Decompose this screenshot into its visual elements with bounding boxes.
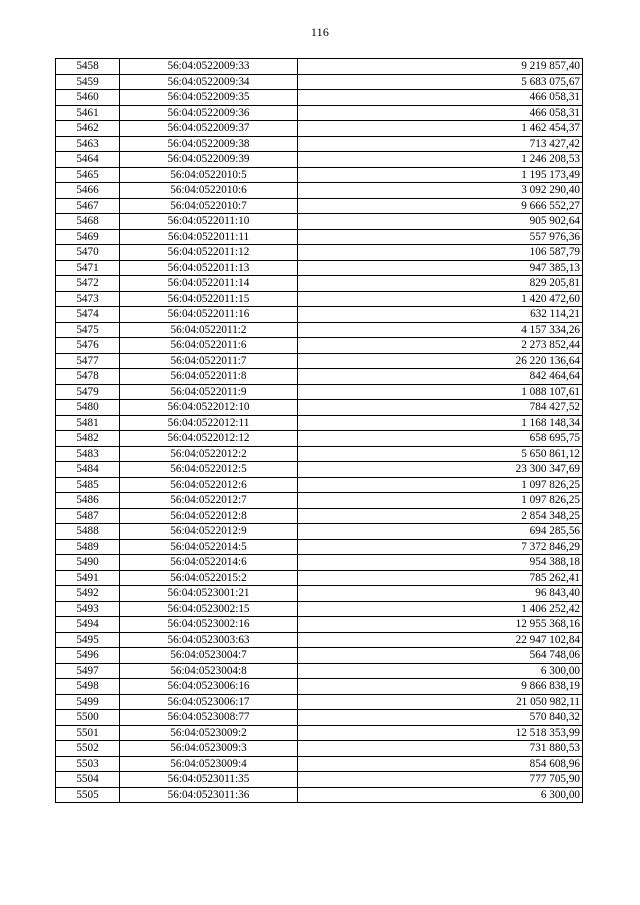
table-row [56, 198, 583, 214]
cadastral-number-cell: 56:04:0523002:16 [120, 617, 298, 633]
cadastral-value-cell: 731 880,53 [298, 741, 583, 757]
cadastral-value-cell: 12 518 353,99 [298, 725, 583, 741]
cadastral-value-cell: 5 683 075,67 [298, 74, 583, 90]
table-row [56, 539, 583, 555]
cadastral-value-cell: 1 406 252,42 [298, 601, 583, 617]
row-number-cell: 5490 [56, 555, 120, 571]
row-number-cell: 5483 [56, 446, 120, 462]
row-number-cell: 5500 [56, 710, 120, 726]
row-number-cell: 5474 [56, 307, 120, 323]
table-row [56, 291, 583, 307]
row-number-cell: 5498 [56, 679, 120, 695]
cadastral-number-cell: 56:04:0522011:12 [120, 245, 298, 261]
cadastral-number-cell: 56:04:0522011:7 [120, 353, 298, 369]
cadastral-number-cell: 56:04:0522009:38 [120, 136, 298, 152]
cadastral-value-cell: 6 300,00 [298, 787, 583, 803]
cadastral-number-cell: 56:04:0522014:5 [120, 539, 298, 555]
cadastral-value-cell: 564 748,06 [298, 648, 583, 664]
row-number-cell: 5480 [56, 400, 120, 416]
row-number-cell: 5487 [56, 508, 120, 524]
cadastral-value-cell: 1 246 208,53 [298, 152, 583, 168]
cadastral-value-cell: 5 650 861,12 [298, 446, 583, 462]
cadastral-value-cell: 1 420 472,60 [298, 291, 583, 307]
cadastral-number-cell: 56:04:0522011:13 [120, 260, 298, 276]
cadastral-value-cell: 694 285,56 [298, 524, 583, 540]
cadastral-value-cell: 12 955 368,16 [298, 617, 583, 633]
row-number-cell: 5463 [56, 136, 120, 152]
cadastral-value-cell: 96 843,40 [298, 586, 583, 602]
cadastral-number-cell: 56:04:0522009:35 [120, 90, 298, 106]
cadastral-value-cell: 1 462 454,37 [298, 121, 583, 137]
row-number-cell: 5460 [56, 90, 120, 106]
cadastral-number-cell: 56:04:0522011:15 [120, 291, 298, 307]
table-row [56, 601, 583, 617]
table-row [56, 632, 583, 648]
table-row [56, 772, 583, 788]
cadastral-value-cell: 2 854 348,25 [298, 508, 583, 524]
cadastral-number-cell: 56:04:0523009:4 [120, 756, 298, 772]
table-row [56, 648, 583, 664]
table-row [56, 756, 583, 772]
row-number-cell: 5465 [56, 167, 120, 183]
cadastral-number-cell: 56:04:0522010:6 [120, 183, 298, 199]
cadastral-number-cell: 56:04:0522012:2 [120, 446, 298, 462]
cadastral-number-cell: 56:04:0523001:21 [120, 586, 298, 602]
cadastral-value-cell: 2 273 852,44 [298, 338, 583, 354]
cadastral-value-cell: 466 058,31 [298, 90, 583, 106]
row-number-cell: 5464 [56, 152, 120, 168]
table-row [56, 384, 583, 400]
cadastral-value-cell: 9 219 857,40 [298, 59, 583, 75]
table-row [56, 353, 583, 369]
table-row [56, 710, 583, 726]
cadastral-value-cell: 632 114,21 [298, 307, 583, 323]
cadastral-value-cell: 106 587,79 [298, 245, 583, 261]
cadastral-value-cell: 829 205,81 [298, 276, 583, 292]
cadastral-number-cell: 56:04:0522012:11 [120, 415, 298, 431]
table-row [56, 214, 583, 230]
cadastral-number-cell: 56:04:0522011:6 [120, 338, 298, 354]
cadastral-number-cell: 56:04:0523002:15 [120, 601, 298, 617]
table-row [56, 105, 583, 121]
table-row [56, 477, 583, 493]
cadastral-value-cell: 22 947 102,84 [298, 632, 583, 648]
cadastral-value-cell: 1 195 173,49 [298, 167, 583, 183]
table-row [56, 694, 583, 710]
cadastral-value-cell: 777 705,90 [298, 772, 583, 788]
cadastral-number-cell: 56:04:0523009:2 [120, 725, 298, 741]
row-number-cell: 5491 [56, 570, 120, 586]
cadastral-number-cell: 56:04:0522011:10 [120, 214, 298, 230]
row-number-cell: 5470 [56, 245, 120, 261]
cadastral-value-cell: 1 097 826,25 [298, 493, 583, 509]
cadastral-number-cell: 56:04:0522012:5 [120, 462, 298, 478]
cadastral-number-cell: 56:04:0522015:2 [120, 570, 298, 586]
cadastral-value-table [55, 58, 583, 803]
row-number-cell: 5484 [56, 462, 120, 478]
table-body [56, 59, 583, 803]
cadastral-number-cell: 56:04:0523004:7 [120, 648, 298, 664]
cadastral-number-cell: 56:04:0523009:3 [120, 741, 298, 757]
cadastral-number-cell: 56:04:0522009:33 [120, 59, 298, 75]
row-number-cell: 5482 [56, 431, 120, 447]
table-row [56, 74, 583, 90]
row-number-cell: 5476 [56, 338, 120, 354]
row-number-cell: 5473 [56, 291, 120, 307]
table-row [56, 229, 583, 245]
table-row [56, 555, 583, 571]
cadastral-value-cell: 954 388,18 [298, 555, 583, 571]
row-number-cell: 5489 [56, 539, 120, 555]
cadastral-value-cell: 1 097 826,25 [298, 477, 583, 493]
cadastral-number-cell: 56:04:0522009:36 [120, 105, 298, 121]
table-row [56, 136, 583, 152]
table-row [56, 152, 583, 168]
cadastral-number-cell: 56:04:0522011:11 [120, 229, 298, 245]
row-number-cell: 5493 [56, 601, 120, 617]
row-number-cell: 5467 [56, 198, 120, 214]
cadastral-number-cell: 56:04:0522012:6 [120, 477, 298, 493]
row-number-cell: 5479 [56, 384, 120, 400]
row-number-cell: 5497 [56, 663, 120, 679]
table-row [56, 508, 583, 524]
cadastral-number-cell: 56:04:0522011:2 [120, 322, 298, 338]
table-row [56, 431, 583, 447]
cadastral-number-cell: 56:04:0523004:8 [120, 663, 298, 679]
row-number-cell: 5504 [56, 772, 120, 788]
cadastral-number-cell: 56:04:0522011:9 [120, 384, 298, 400]
cadastral-number-cell: 56:04:0522012:12 [120, 431, 298, 447]
row-number-cell: 5501 [56, 725, 120, 741]
row-number-cell: 5496 [56, 648, 120, 664]
page-number: 116 [310, 25, 330, 39]
row-number-cell: 5462 [56, 121, 120, 137]
table-row [56, 260, 583, 276]
cadastral-number-cell: 56:04:0522011:14 [120, 276, 298, 292]
cadastral-value-cell: 784 427,52 [298, 400, 583, 416]
row-number-cell: 5481 [56, 415, 120, 431]
row-number-cell: 5488 [56, 524, 120, 540]
table-row [56, 524, 583, 540]
row-number-cell: 5468 [56, 214, 120, 230]
table-row [56, 679, 583, 695]
table-row [56, 570, 583, 586]
row-number-cell: 5492 [56, 586, 120, 602]
cadastral-number-cell: 56:04:0522009:39 [120, 152, 298, 168]
row-number-cell: 5495 [56, 632, 120, 648]
cadastral-value-cell: 854 608,96 [298, 756, 583, 772]
cadastral-value-cell: 26 220 136,64 [298, 353, 583, 369]
row-number-cell: 5494 [56, 617, 120, 633]
cadastral-value-cell: 466 058,31 [298, 105, 583, 121]
cadastral-value-cell: 9 666 552,27 [298, 198, 583, 214]
table-row [56, 369, 583, 385]
cadastral-value-cell: 1 168 148,34 [298, 415, 583, 431]
row-number-cell: 5458 [56, 59, 120, 75]
cadastral-number-cell: 56:04:0522012:10 [120, 400, 298, 416]
row-number-cell: 5475 [56, 322, 120, 338]
table-row [56, 90, 583, 106]
cadastral-number-cell: 56:04:0523006:16 [120, 679, 298, 695]
cadastral-number-cell: 56:04:0522012:7 [120, 493, 298, 509]
cadastral-value-cell: 4 157 334,26 [298, 322, 583, 338]
cadastral-value-cell: 6 300,00 [298, 663, 583, 679]
row-number-cell: 5466 [56, 183, 120, 199]
row-number-cell: 5472 [56, 276, 120, 292]
cadastral-number-cell: 56:04:0522011:8 [120, 369, 298, 385]
table-row [56, 663, 583, 679]
cadastral-number-cell: 56:04:0522012:8 [120, 508, 298, 524]
table-row [56, 59, 583, 75]
row-number-cell: 5471 [56, 260, 120, 276]
table-row [56, 446, 583, 462]
cadastral-value-cell: 21 050 982,11 [298, 694, 583, 710]
cadastral-number-cell: 56:04:0523003:63 [120, 632, 298, 648]
row-number-cell: 5503 [56, 756, 120, 772]
cadastral-number-cell: 56:04:0522012:9 [120, 524, 298, 540]
cadastral-value-cell: 785 262,41 [298, 570, 583, 586]
table-row [56, 787, 583, 803]
row-number-cell: 5485 [56, 477, 120, 493]
cadastral-value-cell: 658 695,75 [298, 431, 583, 447]
cadastral-value-cell: 1 088 107,61 [298, 384, 583, 400]
cadastral-value-cell: 713 427,42 [298, 136, 583, 152]
cadastral-number-cell: 56:04:0522010:5 [120, 167, 298, 183]
cadastral-value-cell: 947 385,13 [298, 260, 583, 276]
table-row [56, 121, 583, 137]
table-row [56, 400, 583, 416]
row-number-cell: 5505 [56, 787, 120, 803]
cadastral-number-cell: 56:04:0522014:6 [120, 555, 298, 571]
cadastral-value-cell: 3 092 290,40 [298, 183, 583, 199]
table-row [56, 167, 583, 183]
cadastral-value-cell: 570 840,32 [298, 710, 583, 726]
table-row [56, 276, 583, 292]
cadastral-value-cell: 905 902,64 [298, 214, 583, 230]
cadastral-number-cell: 56:04:0522011:16 [120, 307, 298, 323]
row-number-cell: 5461 [56, 105, 120, 121]
cadastral-value-cell: 23 300 347,69 [298, 462, 583, 478]
table-row [56, 725, 583, 741]
cadastral-number-cell: 56:04:0523011:35 [120, 772, 298, 788]
row-number-cell: 5502 [56, 741, 120, 757]
row-number-cell: 5459 [56, 74, 120, 90]
table-row [56, 415, 583, 431]
table-row [56, 617, 583, 633]
cadastral-number-cell: 56:04:0523006:17 [120, 694, 298, 710]
row-number-cell: 5469 [56, 229, 120, 245]
cadastral-number-cell: 56:04:0522010:7 [120, 198, 298, 214]
cadastral-value-cell: 7 372 846,29 [298, 539, 583, 555]
table-row [56, 183, 583, 199]
cadastral-value-cell: 842 464,64 [298, 369, 583, 385]
row-number-cell: 5477 [56, 353, 120, 369]
table-row [56, 322, 583, 338]
cadastral-number-cell: 56:04:0523008:77 [120, 710, 298, 726]
cadastral-value-cell: 557 976,36 [298, 229, 583, 245]
cadastral-number-cell: 56:04:0523011:36 [120, 787, 298, 803]
table-row [56, 338, 583, 354]
cadastral-number-cell: 56:04:0522009:34 [120, 74, 298, 90]
cadastral-value-cell: 9 866 838,19 [298, 679, 583, 695]
table-row [56, 586, 583, 602]
table-row [56, 307, 583, 323]
table-row [56, 493, 583, 509]
table-row [56, 462, 583, 478]
row-number-cell: 5499 [56, 694, 120, 710]
row-number-cell: 5478 [56, 369, 120, 385]
table-row [56, 741, 583, 757]
cadastral-number-cell: 56:04:0522009:37 [120, 121, 298, 137]
row-number-cell: 5486 [56, 493, 120, 509]
table-row [56, 245, 583, 261]
